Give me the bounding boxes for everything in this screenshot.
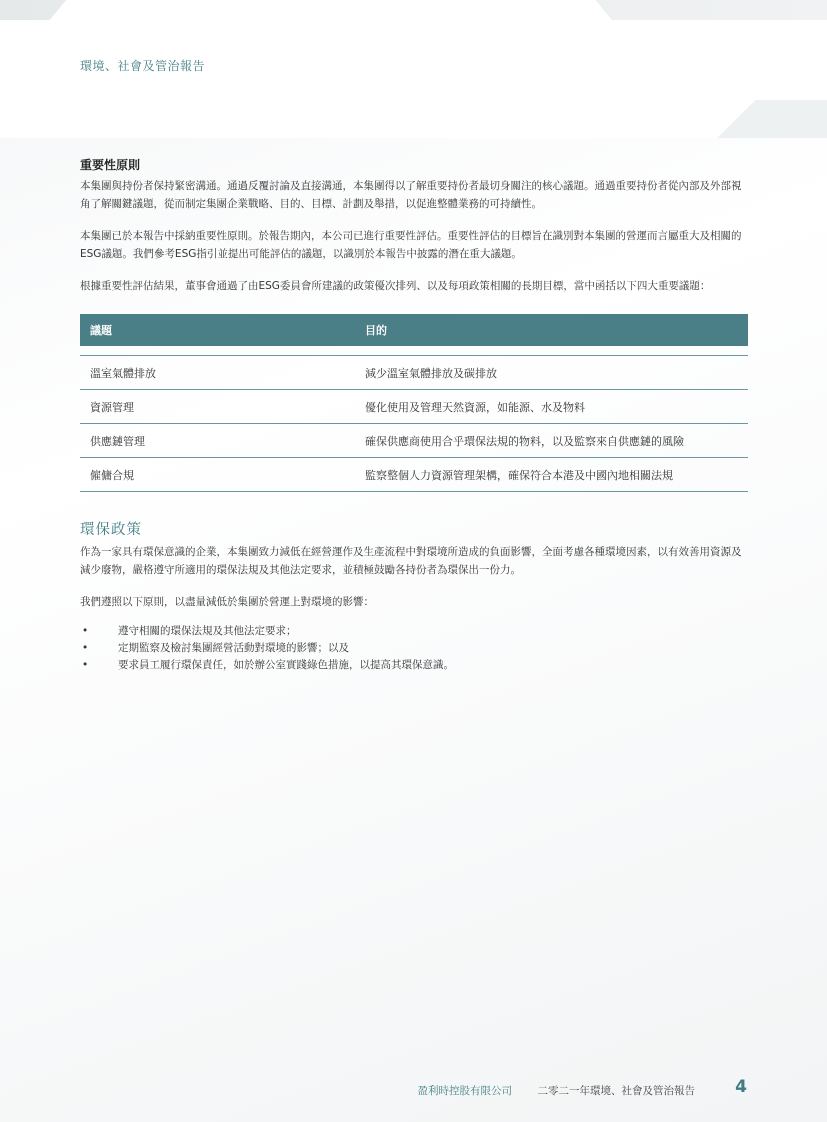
table-row <box>80 424 748 458</box>
table-cell-issue: 資源管理 <box>80 390 355 424</box>
materiality-paragraph-2: 本集團已於本報告中採納重要性原則。於報告期內，本公司已進行重要性評估。重要性評估的目標旨在識別對本集團的營運而言屬重大及相關的ESG議題。我們參考ESG指引並提出可能評估的議題，以識別於本報告中披露的潛在重大議題。 <box>80 230 742 260</box>
bullet-icon: • <box>82 625 89 637</box>
list-item-text: 遵守相關的環保法規及其他法定要求； <box>118 625 297 637</box>
environment-paragraph-2: 我們遵照以下原則，以盡量減低於集團於營運上對環境的影響： <box>80 596 374 608</box>
table-cell-issue: 僱傭合規 <box>80 458 355 492</box>
table-cell-objective: 優化使用及管理天然資源，如能源、水及物料 <box>355 390 748 424</box>
table-cell-objective: 減少溫室氣體排放及碳排放 <box>355 356 748 390</box>
table-row <box>80 458 748 492</box>
materiality-paragraph-1: 本集團與持份者保持緊密溝通。通過反覆討論及直接溝通，本集團得以了解重要持份者最切身關注的核心議題。通過重要持份者從內部及外部視角了解關鍵議題，從而制定集團企業戰略、目的、目標、計劃及舉措，以促進整體業務的可持續性。 <box>80 180 742 210</box>
table-header-objective: 目的 <box>355 314 748 346</box>
list-item <box>80 640 748 657</box>
materiality-heading: 重要性原則 <box>80 158 141 172</box>
table-header-row <box>80 314 748 346</box>
footer-report-title: 二零二一年環境、社會及管治報告 <box>537 1085 695 1097</box>
environment-principles-list <box>80 623 748 674</box>
table-cell-issue: 供應鏈管理 <box>80 424 355 458</box>
environment-paragraph-1: 作為一家具有環保意識的企業，本集團致力減低在經營運作及生產流程中對環境所造成的負面影響，全面考慮各種環境因素，以有效善用資源及減少廢物，嚴格遵守所適用的環保法規及其他法定要求，並積極鼓勵各持份者為環保出一份力。 <box>80 546 742 576</box>
table-cell-objective: 監察整個人力資源管理架構，確保符合本港及中國內地相關法規 <box>355 458 748 492</box>
page-footer <box>0 1077 827 1100</box>
materiality-paragraph-3: 根據重要性評估結果，董事會通過了由ESG委員會所建議的政策優次排列、以及每項政策相關的長期目標，當中函括以下四大重要議題： <box>80 280 711 292</box>
footer-company-name: 盈利時控股有限公司 <box>417 1085 512 1097</box>
list-item-text: 要求員工履行環保責任，如於辦公室實踐綠色措施，以提高其環保意識。 <box>118 659 454 671</box>
table-header-issue: 議題 <box>80 314 355 346</box>
table-cell-objective: 確保供應商使用合乎環保法規的物料，以及監察來自供應鏈的風險 <box>355 424 748 458</box>
table-spacer-row <box>80 346 748 356</box>
table-row <box>80 390 748 424</box>
page-number: 4 <box>735 1077 747 1097</box>
list-item <box>80 623 748 640</box>
material-issues-table <box>80 314 748 492</box>
table-row <box>80 356 748 390</box>
list-item-text: 定期監察及檢討集團經營活動對環境的影響；以及 <box>118 642 349 654</box>
page-content <box>80 156 748 674</box>
bullet-icon: • <box>82 642 89 654</box>
bullet-icon: • <box>82 659 89 671</box>
environment-heading: 環保政策 <box>80 522 142 538</box>
running-header-title: 環境、社會及管治報告 <box>80 59 206 73</box>
table-cell-issue: 溫室氣體排放 <box>80 356 355 390</box>
list-item <box>80 657 748 674</box>
